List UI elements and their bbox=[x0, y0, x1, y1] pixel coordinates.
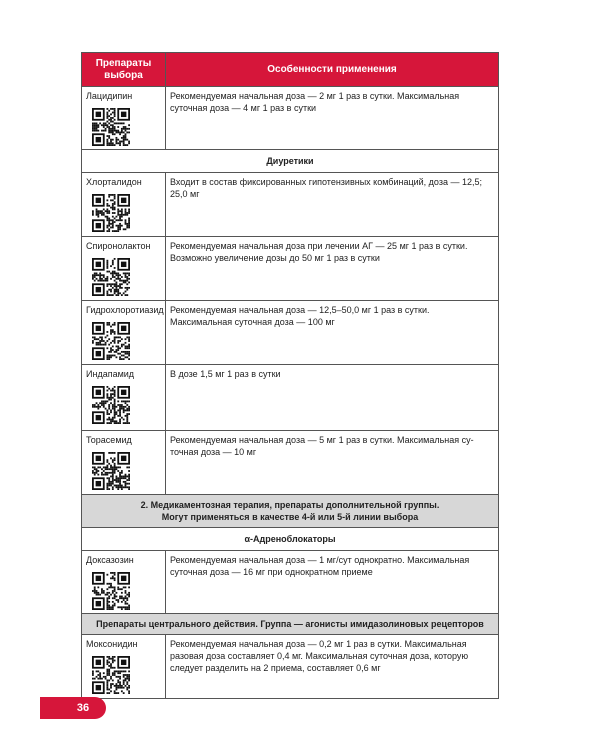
section-line-2: Могут применяться в качестве 4-й или 5-й линии выбора bbox=[161, 512, 419, 522]
table-row bbox=[82, 173, 499, 237]
section-row bbox=[82, 150, 499, 173]
qr-code-icon[interactable] bbox=[92, 258, 130, 296]
drug-name-doxazosin: Доксазозин bbox=[86, 555, 134, 565]
qr-code-icon[interactable] bbox=[92, 656, 130, 694]
drug-cell bbox=[82, 635, 166, 699]
drug-name-torasemide: Торасемид bbox=[86, 435, 132, 445]
usage-text-indapamide: В дозе 1,5 мг 1 раз в сутки bbox=[166, 365, 499, 431]
usage-text-spironolactone: Рекомендуемая начальная доза при лечении АГ — 25 мг 1 раз в сутки. Возможно увеличение дозы до 50 мг 1 раз в сутки bbox=[166, 237, 499, 301]
usage-text-moxonidine: Рекомендуемая начальная доза — 0,2 мг 1 раз в сутки. Максимальная разовая доза составляет 0,4 мг. Максимальная суточная доза, которую следует разделить на 2 приема, составляет 0,6 мг bbox=[166, 635, 499, 699]
usage-text-hydrochlorothiazide: Рекомендуемая начальная доза — 12,5–50,0 мг 1 раз в сутки. Максимальная суточная доза — 100 мг bbox=[166, 301, 499, 365]
table-row bbox=[82, 301, 499, 365]
drug-name-lacidipine: Лацидипин bbox=[86, 91, 133, 101]
drug-cell bbox=[82, 365, 166, 431]
drug-name-spironolactone: Спиронолактон bbox=[86, 241, 151, 251]
qr-code-icon[interactable] bbox=[92, 108, 130, 146]
drug-table bbox=[81, 52, 499, 699]
section-line-1: 2. Медикаментозная терапия, препараты дополнительной группы. bbox=[140, 500, 440, 510]
section-row bbox=[82, 614, 499, 635]
drug-cell bbox=[82, 301, 166, 365]
section-title-additional-group bbox=[82, 495, 499, 528]
qr-code-icon[interactable] bbox=[92, 322, 130, 360]
usage-text-torasemide: Рекомендуемая начальная доза — 5 мг 1 раз в сутки. Максимальная су-точная доза — 10 мг bbox=[166, 431, 499, 495]
qr-code-icon[interactable] bbox=[92, 194, 130, 232]
usage-text-doxazosin: Рекомендуемая начальная доза — 1 мг/сут однократно. Максимальная суточная доза — 16 мг при однократном приеме bbox=[166, 551, 499, 614]
drug-cell bbox=[82, 551, 166, 614]
drug-cell bbox=[82, 237, 166, 301]
header-drugs-of-choice: Препараты выбора bbox=[82, 53, 166, 87]
table-row bbox=[82, 635, 499, 699]
table-row bbox=[82, 87, 499, 150]
drug-name-hydrochlorothiazide: Гидрохлоротиазид bbox=[86, 305, 164, 315]
table-row bbox=[82, 237, 499, 301]
qr-code-icon[interactable] bbox=[92, 452, 130, 490]
qr-code-icon[interactable] bbox=[92, 572, 130, 610]
header-usage-features: Особенности применения bbox=[166, 53, 499, 87]
usage-text-chlorthalidone: Входит в состав фиксированных гипотензивных комбинаций, доза — 12,5; 25,0 мг bbox=[166, 173, 499, 237]
section-row bbox=[82, 495, 499, 528]
usage-text-lacidipine: Рекомендуемая начальная доза — 2 мг 1 раз в сутки. Максимальная суточная доза — 4 мг 1 раз в сутки bbox=[166, 87, 499, 150]
drug-name-chlorthalidone: Хлорталидон bbox=[86, 177, 142, 187]
drug-cell bbox=[82, 431, 166, 495]
table-row bbox=[82, 365, 499, 431]
qr-code-icon[interactable] bbox=[92, 386, 130, 424]
table-row bbox=[82, 551, 499, 614]
drug-cell bbox=[82, 87, 166, 150]
drug-name-moxonidine: Моксонидин bbox=[86, 639, 138, 649]
drug-cell bbox=[82, 173, 166, 237]
section-row bbox=[82, 528, 499, 551]
table-row bbox=[82, 431, 499, 495]
section-title-diuretics: Диуретики bbox=[82, 150, 499, 173]
section-title-alpha-blockers: α-Адреноблокаторы bbox=[82, 528, 499, 551]
page-number: 36 bbox=[40, 697, 106, 719]
section-title-central-action: Препараты центрального действия. Группа — агонисты имидазолиновых рецепторов bbox=[82, 614, 499, 635]
table-header-row bbox=[82, 53, 499, 87]
drug-name-indapamide: Индапамид bbox=[86, 369, 135, 379]
